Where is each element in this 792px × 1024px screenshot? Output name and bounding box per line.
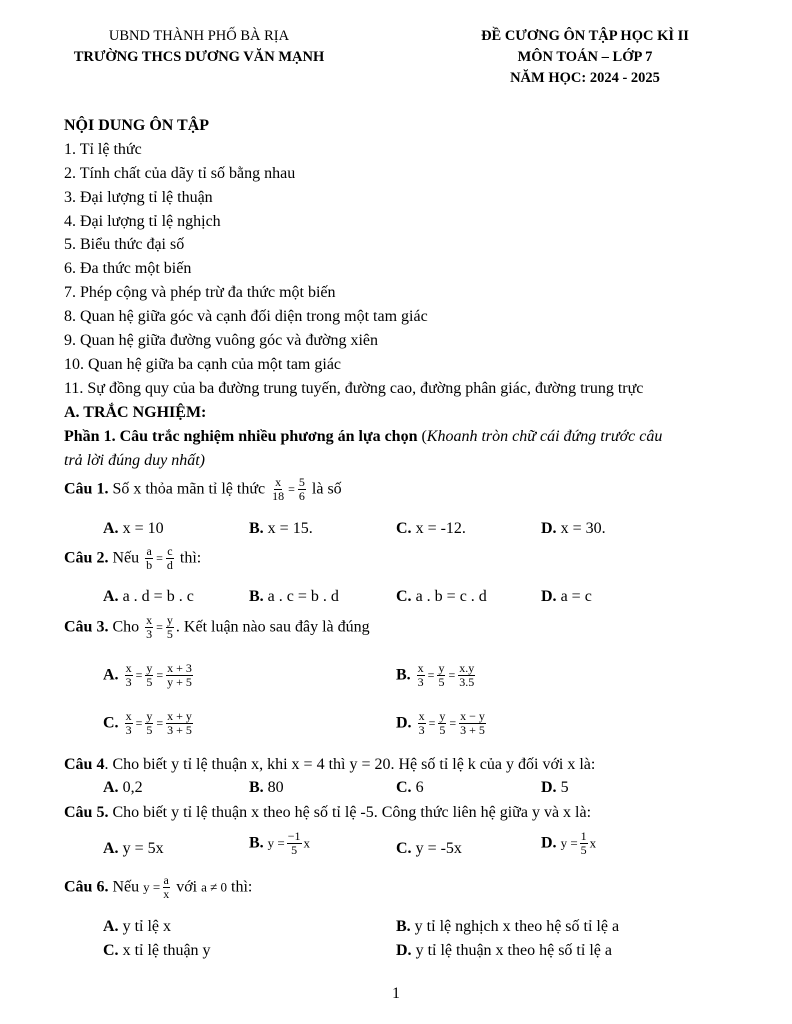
question-text: Số x thỏa mãn tỉ lệ thức (112, 480, 266, 498)
option-a[interactable]: A. y tỉ lệ x (103, 918, 171, 935)
option-a[interactable]: A. x = 10 (103, 520, 164, 537)
question-text: Cho biết y tỉ lệ thuận x theo hệ số tỉ lệ -5. Công thức liên hệ giữa y và x là: (112, 804, 592, 821)
question-6: Câu 6. Nếu y = $\frac{a}{x}$ với a ≠ 0 thì: (64, 873, 253, 902)
review-item: 5. Biểu thức đại số (64, 236, 185, 253)
fraction: $\frac{x}{18}$ (272, 475, 285, 504)
review-title: NỘI DUNG ÔN TẬP (64, 117, 210, 134)
fraction: $\frac{x}{3}$ (146, 613, 153, 642)
question-2: Câu 2. Nếu $\frac{a}{b}$ = $\frac{c}{d}$ thì: (64, 544, 202, 573)
option-d[interactable]: D. y tỉ lệ thuận x theo hệ số tỉ lệ a (396, 942, 612, 959)
question-text: thì: (231, 878, 253, 896)
review-item: 2. Tính chất của dãy tỉ số bằng nhau (64, 165, 296, 182)
review-item: 11. Sự đồng quy của ba đường trung tuyến, đường cao, đường phân giác, đường trung trực (64, 380, 644, 397)
question-label: Câu 5. (64, 804, 109, 821)
fraction: $\frac{a}{b}$ (146, 544, 153, 573)
question-text: là số (311, 480, 342, 498)
question-4 (64, 756, 595, 774)
page-number: 1 (392, 985, 400, 1002)
part1-heading (64, 428, 662, 446)
option-c[interactable]: C. a . b = c . d (396, 588, 487, 605)
option-c[interactable]: C. x tỉ lệ thuận y (103, 942, 211, 959)
option-b[interactable]: B. y = $\frac{-1}{5}$ x (249, 829, 311, 858)
option-c[interactable]: C. y = -5x (396, 840, 462, 857)
question-text: . Cho biết y tỉ lệ thuận x, khi x = 4 thì y = 20. Hệ số tỉ lệ k của y đối với x là: (104, 756, 596, 773)
question-text: Nếu (112, 549, 140, 567)
option-a[interactable]: A. a . d = b . c (103, 588, 194, 605)
option-b[interactable]: B. $\frac{x}{3}$ = $\frac{y}{5}$ = $\frac{x.y}{3.5}$ (396, 661, 475, 690)
option-c[interactable]: C. $\frac{x}{3}$ = $\frac{y}{5}$ = $\frac{x + y}{3 + 5}$ (103, 709, 192, 738)
option-d[interactable]: D. a = c (541, 588, 592, 605)
review-item: 10. Quan hệ giữa ba cạnh của một tam giác (64, 356, 342, 373)
option-b[interactable]: B. x = 15. (249, 520, 313, 537)
question-label: Câu 3. (64, 618, 109, 636)
part1-paren: ( (417, 428, 427, 445)
option-d[interactable]: D. y = $\frac{1}{5}$ x (541, 829, 597, 858)
question-label: Câu 2. (64, 549, 109, 567)
option-c[interactable]: C. 6 (396, 779, 424, 796)
review-item: 9. Quan hệ giữa đường vuông góc và đường xiên (64, 332, 378, 349)
option-c[interactable]: C. x = -12. (396, 520, 466, 537)
question-5 (64, 804, 591, 822)
option-d[interactable]: D. $\frac{x}{3}$ = $\frac{y}{5}$ = $\frac{x - y}{3 + 5}$ (396, 709, 485, 738)
option-a[interactable]: A. y = 5x (103, 840, 164, 857)
option-b[interactable]: B. a . c = b . d (249, 588, 339, 605)
fraction: $\frac{c}{d}$ (166, 544, 173, 573)
review-item: 6. Đa thức một biến (64, 260, 192, 277)
part1-italic-2: trả lời đúng duy nhất) (64, 452, 205, 469)
option-b[interactable]: B. 80 (249, 779, 284, 796)
question-text: Cho (112, 618, 140, 636)
header-right-line2: MÔN TOÁN – LỚP 7 (517, 49, 653, 65)
question-3: Câu 3. Cho $\frac{x}{3}$ = $\frac{y}{5}$ . Kết luận nào sau đây là đúng (64, 613, 370, 642)
question-label: Câu 4 (64, 756, 105, 773)
header-left-line2: TRƯỜNG THCS DƯƠNG VĂN MẠNH (73, 49, 325, 65)
section-a-title: A. TRẮC NGHIỆM: (64, 404, 207, 421)
review-item: 1. Tỉ lệ thức (64, 141, 142, 158)
header-right-line3: NĂM HỌC: 2024 - 2025 (510, 70, 660, 86)
question-text: Nếu (112, 878, 140, 896)
header-left-line1: UBND THÀNH PHỐ BÀ RỊA (108, 28, 290, 44)
option-d[interactable]: D. x = 30. (541, 520, 606, 537)
header-right-line1: ĐỀ CƯƠNG ÔN TẬP HỌC KÌ II (481, 28, 689, 44)
part1-heading-cont (64, 452, 205, 470)
question-text: thì: (179, 549, 202, 567)
question-text: với (176, 878, 198, 896)
review-item: 3. Đại lượng tỉ lệ thuận (64, 189, 213, 206)
option-b[interactable]: B. y tỉ lệ nghịch x theo hệ số tỉ lệ a (396, 918, 620, 935)
review-item: 8. Quan hệ giữa góc và cạnh đối diện trong một tam giác (64, 308, 428, 325)
review-item: 7. Phép cộng và phép trừ đa thức một biến (64, 284, 336, 301)
option-a[interactable]: A. 0,2 (103, 779, 143, 796)
review-item: 4. Đại lượng tỉ lệ nghịch (64, 213, 221, 230)
fraction: $\frac{5}{6}$ (298, 475, 305, 504)
part1-bold: Phần 1. Câu trắc nghiệm nhiều phương án lựa chọn (64, 428, 418, 445)
question-label: Câu 6. (64, 878, 109, 896)
option-d[interactable]: D. 5 (541, 779, 569, 796)
part1-italic-1: Khoanh tròn chữ cái đứng trước câu (426, 428, 663, 445)
option-a[interactable]: A. $\frac{x}{3}$ = $\frac{y}{5}$ = $\frac{x + 3}{y + 5}$ (103, 661, 192, 690)
question-text: . Kết luận nào sau đây là đúng (175, 618, 370, 636)
question-label: Câu 1. (64, 480, 109, 498)
question-1: Câu 1. Số x thỏa mãn tỉ lệ thức $\frac{x}{18}$ = $\frac{5}{6}$ là số (64, 475, 342, 504)
fraction: $\frac{y}{5}$ (166, 613, 173, 642)
